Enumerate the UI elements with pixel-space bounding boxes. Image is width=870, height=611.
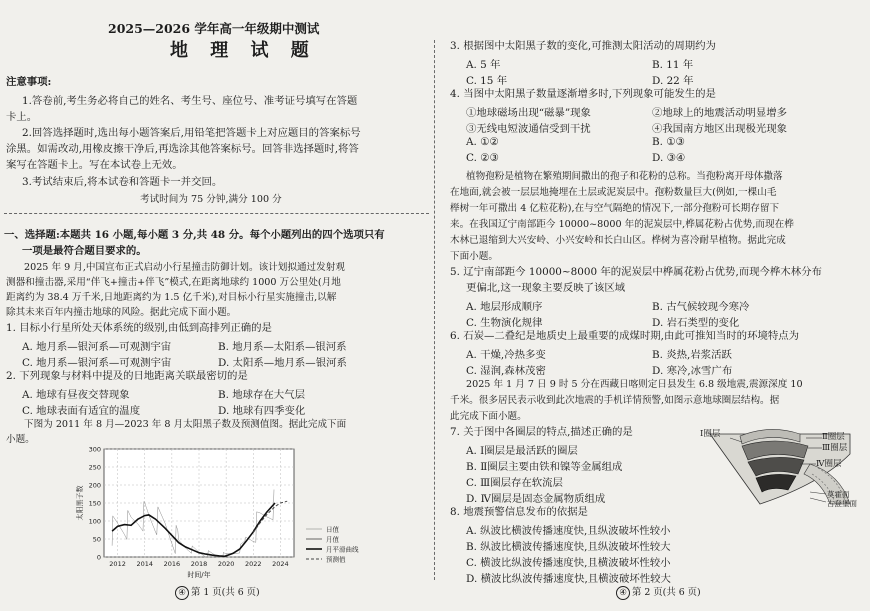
q2-option-d[interactable]: D. 地球有四季变化 bbox=[218, 405, 306, 417]
x-tick-label: 2014 bbox=[136, 560, 153, 568]
note-3: 3.考试结束后,将本试卷和答题卡一并交回。 bbox=[22, 176, 223, 188]
q7-option-d[interactable]: D. Ⅳ圈层是固态金属物质组成 bbox=[466, 493, 606, 505]
exam-title: 2025—2026 学年高一年级期中测试 bbox=[108, 21, 320, 36]
time-score: 考试时间为 75 分钟,满分 100 分 bbox=[140, 194, 282, 205]
q4-option-b[interactable]: B. ①③ bbox=[652, 136, 685, 148]
q1-option-a[interactable]: A. 地月系—银河系—可观测宇宙 bbox=[22, 341, 172, 353]
legend-label: 月值 bbox=[326, 535, 339, 544]
section1-heading-b: 一项是最符合题目要求的。 bbox=[22, 245, 147, 257]
q1-option-c[interactable]: C. 地月系—银河系—可观测宇宙 bbox=[22, 357, 172, 369]
q2-option-a[interactable]: A. 地球有昼夜交替现象 bbox=[22, 389, 130, 401]
y-tick-label: 50 bbox=[92, 535, 101, 544]
layer2-label: Ⅱ圈层 bbox=[822, 432, 845, 442]
legend-label: 月平滑曲线 bbox=[326, 545, 359, 554]
q5-stem-a: 5. 辽宁南部距今 10000~8000 年的泥炭层中桦属花粉占优势,而现今桦木林分布 bbox=[450, 266, 822, 278]
q8-option-c[interactable]: C. 横波比纵波传播速度快,且横波破坏性较小 bbox=[466, 557, 671, 569]
note-2a: 2.回答选择题时,选出每小题答案后,用铅笔把答题卡上对应题目的答案标号 bbox=[22, 127, 361, 139]
layer4-label: Ⅳ圈层 bbox=[816, 459, 842, 469]
x-tick-label: 2020 bbox=[217, 560, 235, 568]
chart-intro-line2: 小题。 bbox=[6, 434, 35, 445]
y-tick-label: 250 bbox=[88, 463, 101, 472]
q5-stem-b: 更偏北,这一现象主要反映了该区域 bbox=[466, 282, 626, 294]
x-tick-label: 2024 bbox=[272, 560, 289, 568]
passage2-line3: 榉树一年可撒出 4 亿粒花粉),在与空气隔绝的情况下,一部分孢粉可长期存留下 bbox=[450, 203, 780, 214]
q2-option-c[interactable]: C. 地球表面有适宜的温度 bbox=[22, 405, 141, 417]
passage1-line1: 2025 年 9 月,中国宣布正式启动小行星撞击防御计划。该计划拟通过发射观 bbox=[24, 262, 345, 273]
q7-stem: 7. 关于图中各圈层的特点,描述正确的是 bbox=[450, 426, 633, 438]
x-axis-label: 时间/年 bbox=[187, 571, 211, 579]
chart-intro-line1: 下图为 2011 年 8 月—2023 年 8 月太阳黑子数及预测值图。据此完成下面 bbox=[24, 419, 347, 430]
leader-gutenberg bbox=[810, 498, 826, 502]
leader-moho bbox=[810, 492, 826, 494]
q3-option-a[interactable]: A. 5 年 bbox=[466, 59, 501, 71]
y-axis-label: 太阳黑子数 bbox=[76, 485, 84, 521]
q6-stem: 6. 石炭—二叠纪是地质史上最重要的成煤时期,由此可推知当时的环境特点为 bbox=[450, 330, 800, 342]
note-2b: 涂黑。如需改动,用橡皮擦干净后,再选涂其他答案标号。回答非选择题时,将答 bbox=[6, 143, 359, 155]
notes-heading: 注意事项: bbox=[6, 76, 52, 88]
y-tick-label: 0 bbox=[96, 553, 101, 562]
q6-option-c[interactable]: C. 湿润,森林茂密 bbox=[466, 365, 546, 377]
q8-option-b[interactable]: B. 纵波比横波传播速度快,且纵波破坏性较大 bbox=[466, 541, 671, 553]
section1-heading-a: 一、选择题:本题共 16 小题,每小题 3 分,共 48 分。每个小题列出的四个选项只有 bbox=[4, 229, 385, 241]
legend-label: 预测值 bbox=[326, 555, 346, 564]
q3-option-c[interactable]: C. 15 年 bbox=[466, 75, 508, 87]
q7-option-b[interactable]: B. Ⅱ圈层主要由铁和镍等金属组成 bbox=[466, 461, 623, 473]
footer-left-text: 第 1 页(共 6 页) bbox=[191, 587, 260, 598]
passage1-line2: 测器和撞击器,采用“伴飞+撞击+伴飞”模式,在距离地球约 1000 万公里处(月地 bbox=[6, 277, 341, 288]
q4-option-c[interactable]: C. ②③ bbox=[466, 152, 499, 164]
q4-stem: 4. 当图中太阳黑子数量逐渐增多时,下列现象可能发生的是 bbox=[450, 88, 716, 100]
y-tick-label: 150 bbox=[88, 499, 101, 508]
x-tick-label: 2022 bbox=[245, 560, 262, 568]
q4-statement-3: ③无线电短波通信受到干扰 bbox=[466, 123, 591, 135]
y-tick-label: 200 bbox=[88, 481, 101, 490]
q6-option-b[interactable]: B. 炎热,岩浆活跃 bbox=[652, 349, 732, 361]
passage2-line1: 植物孢粉是植物在繁殖期间撒出的孢子和花粉的总称。当孢粉离开母体撒落 bbox=[466, 171, 783, 182]
footer-right bbox=[616, 584, 701, 600]
q6-option-d[interactable]: D. 寒冷,冰雪广布 bbox=[652, 365, 733, 377]
q4-option-d[interactable]: D. ③④ bbox=[652, 152, 686, 164]
passage3-line1: 2025 年 1 月 7 日 9 时 5 分在西藏日喀则定日县发生 6.8 级地震,震源深度 10 bbox=[466, 379, 803, 390]
x-tick-label: 2018 bbox=[190, 560, 208, 568]
passage2-line5: 木林已退缩到大兴安岭、小兴安岭和长白山区。桦树为喜冷耐旱植物。据此完成 bbox=[450, 235, 786, 246]
q4-statement-1: ①地球磁场出现“磁暴”现象 bbox=[466, 107, 591, 119]
passage3-line3: 此完成下面小题。 bbox=[450, 411, 527, 422]
page-mark-icon: ④ bbox=[175, 586, 189, 600]
q4-option-a[interactable]: A. ①② bbox=[466, 136, 499, 148]
legend-label: 日值 bbox=[326, 525, 339, 534]
page-mark-icon: ④ bbox=[616, 586, 630, 600]
passage2-line4: 来。在我国辽宁南部距今 10000~8000 年的泥炭层中,桦属花粉占优势,而现在桦 bbox=[450, 219, 794, 230]
layer3-label: Ⅲ圈层 bbox=[822, 443, 848, 453]
y-tick-label: 300 bbox=[88, 445, 101, 454]
q8-option-d[interactable]: D. 横波比纵波传播速度快,且横波破坏性较大 bbox=[466, 573, 671, 585]
passage3-line2: 千米。很多居民表示收到此次地震的手机详情预警,如图示意地球圈层结构。据 bbox=[450, 395, 780, 406]
q7-option-a[interactable]: A. Ⅰ圈层是最活跃的圈层 bbox=[466, 445, 578, 457]
y-tick-label: 100 bbox=[88, 517, 101, 526]
q4-statement-4: ④我国南方地区出现极光现象 bbox=[652, 123, 788, 135]
q3-option-d[interactable]: D. 22 年 bbox=[652, 75, 694, 87]
moho-label: 莫霍面 bbox=[827, 490, 850, 499]
q5-option-d[interactable]: D. 岩石类型的变化 bbox=[652, 317, 740, 329]
layer1-label: Ⅰ圈层 bbox=[700, 429, 721, 439]
q6-option-a[interactable]: A. 干燥,冷热多变 bbox=[466, 349, 546, 361]
sunspot-chart bbox=[74, 443, 399, 583]
q5-option-b[interactable]: B. 古气候较现今寒冷 bbox=[652, 301, 750, 313]
q2-stem: 2. 下列现象与材料中提及的日地距离关联最密切的是 bbox=[6, 370, 248, 382]
footer-left bbox=[175, 584, 260, 600]
footer-right-text: 第 2 页(共 6 页) bbox=[632, 587, 701, 598]
q1-stem: 1. 目标小行星所处天体系统的级别,由低到高排列正确的是 bbox=[6, 322, 272, 334]
q5-option-c[interactable]: C. 生物演化规律 bbox=[466, 317, 543, 329]
x-tick-label: 2012 bbox=[109, 560, 126, 568]
note-1b: 卡上。 bbox=[6, 111, 38, 123]
q4-statement-2: ②地球上的地震活动明显增多 bbox=[652, 107, 788, 119]
column-divider bbox=[434, 40, 435, 580]
q5-option-a[interactable]: A. 地层形成顺序 bbox=[466, 301, 543, 313]
q1-option-b[interactable]: B. 地月系—太阳系—银河系 bbox=[218, 341, 347, 353]
right-column bbox=[436, 0, 870, 611]
x-tick-label: 2016 bbox=[163, 560, 181, 568]
passage2-line2: 在地面,就会被一层层地掩埋在土层或泥炭层中。孢粉数量巨大(例如,一棵山毛 bbox=[450, 187, 777, 198]
subject-title: 地 理 试 题 bbox=[170, 40, 317, 61]
gutenberg-label: 古登堡面 bbox=[827, 499, 857, 508]
q2-option-b[interactable]: B. 地球存在大气层 bbox=[218, 389, 305, 401]
q3-option-b[interactable]: B. 11 年 bbox=[652, 59, 694, 71]
q8-option-a[interactable]: A. 纵波比横波传播速度快,且纵波破坏性较小 bbox=[466, 525, 671, 537]
passage2-line6: 下面小题。 bbox=[450, 251, 498, 262]
q7-option-c[interactable]: C. Ⅲ圈层存在软流层 bbox=[466, 477, 563, 489]
sunspot-chart-svg bbox=[74, 443, 399, 583]
q3-stem: 3. 根据图中太阳黑子数的变化,可推测太阳活动的周期约为 bbox=[450, 40, 716, 52]
earth-layers-figure bbox=[700, 424, 868, 516]
passage1-line3: 距离约为 38.4 万千米,日地距离约为 1.5 亿千米),对目标小行星实施撞击,以解 bbox=[6, 292, 337, 303]
note-2c: 案写在答题卡上。写在本试卷上无效。 bbox=[6, 159, 183, 171]
q1-option-d[interactable]: D. 太阳系—地月系—银河系 bbox=[218, 357, 347, 369]
passage1-line4: 除其未来百年内撞击地球的风险。据此完成下面小题。 bbox=[6, 307, 237, 318]
separator-rule bbox=[4, 213, 429, 214]
note-1a: 1.答卷前,考生务必将自己的姓名、考生号、座位号、准考证号填写在答题 bbox=[22, 95, 358, 107]
q8-stem: 8. 地震预警信息发布的依据是 bbox=[450, 506, 588, 518]
